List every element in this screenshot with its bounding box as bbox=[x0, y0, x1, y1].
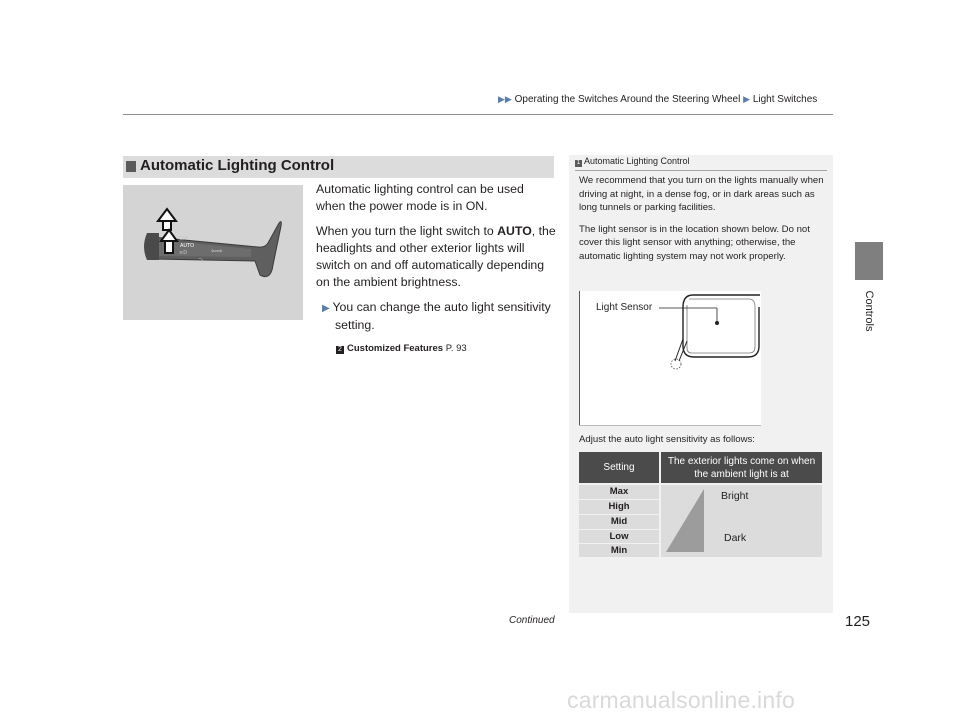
main-text bbox=[316, 181, 556, 357]
section-heading bbox=[123, 156, 554, 178]
svg-text:≡D: ≡D bbox=[179, 250, 188, 256]
svg-text:⇦⇨: ⇦⇨ bbox=[211, 247, 223, 255]
table-row: Low bbox=[579, 529, 659, 544]
note-divider bbox=[575, 170, 827, 171]
note-paragraph: The light sensor is in the location shown below. Do not cover this light sensor with anything; otherwise, the automatic lighting system may not work properly. bbox=[579, 223, 810, 262]
note-heading-text: Automatic Lighting Control bbox=[584, 156, 690, 166]
table-setting-column bbox=[579, 485, 659, 557]
xref-label[interactable]: Customized Features bbox=[347, 343, 444, 354]
svg-text:OFF: OFF bbox=[179, 236, 189, 242]
adjust-text: Adjust the auto light sensitivity as follows: bbox=[579, 434, 755, 445]
note-heading bbox=[575, 156, 690, 167]
switch-position: AUTO bbox=[497, 224, 532, 238]
text-run: When you turn the light switch to bbox=[316, 224, 498, 238]
breadcrumb-item[interactable]: Light Switches bbox=[752, 94, 818, 105]
bullet-paragraph bbox=[316, 299, 556, 334]
arrow-icon: ▶ bbox=[322, 303, 333, 314]
text-run: , the headlights and other exterior lights will switch on and off automatically depending on the ambient brightness. bbox=[316, 224, 556, 289]
bright-label: Bright bbox=[721, 490, 749, 502]
table-header-ambient: The exterior lights come on when the ambient light is at bbox=[661, 452, 822, 483]
paragraph: Automatic lighting control can be used when the power mode is in ON. bbox=[316, 182, 524, 213]
double-arrow-icon: ▶▶ bbox=[498, 94, 512, 104]
breadcrumb bbox=[498, 94, 817, 105]
breadcrumb-item[interactable]: Operating the Switches Around the Steering Wheel bbox=[514, 94, 741, 105]
svg-text:AUTO: AUTO bbox=[180, 243, 195, 249]
table-row: Mid bbox=[579, 514, 659, 529]
xref-page[interactable]: P. 93 bbox=[445, 343, 467, 354]
chapter-tab[interactable] bbox=[855, 242, 883, 280]
note-text bbox=[579, 174, 829, 271]
section-title: Automatic Lighting Control bbox=[140, 157, 335, 174]
table-row: High bbox=[579, 499, 659, 514]
table-header-setting: Setting bbox=[579, 452, 659, 483]
square-bullet-icon bbox=[126, 161, 136, 172]
light-switch-stalk-illustration bbox=[123, 185, 303, 320]
note-marker-icon: 1 bbox=[576, 160, 581, 166]
continued-label: Continued bbox=[509, 615, 555, 626]
header-divider bbox=[123, 114, 833, 115]
cross-reference[interactable] bbox=[336, 340, 556, 357]
dark-label: Dark bbox=[724, 532, 747, 544]
light-sensor-label: Light Sensor bbox=[596, 302, 653, 313]
reference-icon: 2 bbox=[336, 346, 344, 354]
note-paragraph: We recommend that you turn on the lights manually when driving at night, in a dense fog, or in dark areas such as long tunnels or parking facilities. bbox=[579, 175, 824, 213]
table-row: Max bbox=[609, 486, 629, 497]
svg-text:⊃: ⊃ bbox=[198, 257, 204, 264]
arrow-icon: ▶ bbox=[743, 94, 751, 104]
page-number: 125 bbox=[845, 613, 871, 630]
table-row: Min bbox=[579, 543, 659, 558]
paragraph bbox=[316, 223, 556, 291]
light-switch-figure bbox=[123, 185, 303, 320]
watermark: carmanualsonline.info bbox=[567, 687, 795, 713]
chapter-tab-label: Controls bbox=[863, 290, 875, 332]
bullet-text: You can change the auto light sensitivity setting. bbox=[332, 300, 551, 332]
